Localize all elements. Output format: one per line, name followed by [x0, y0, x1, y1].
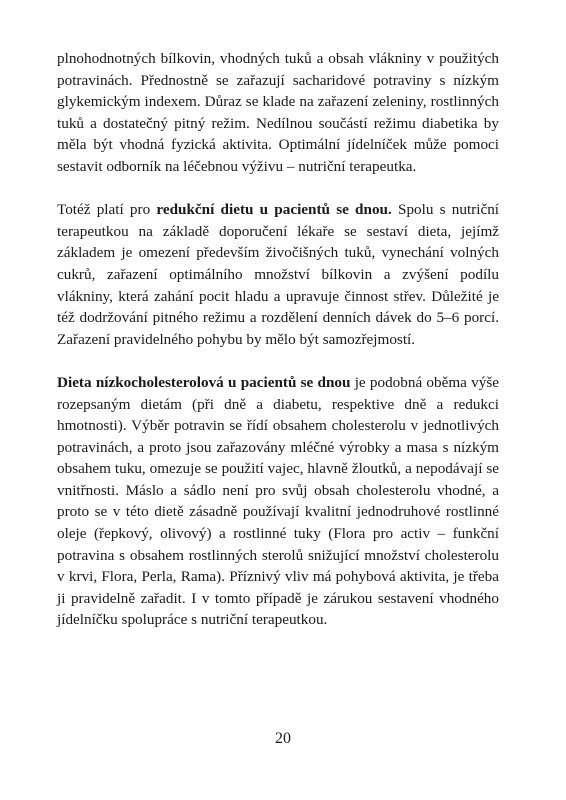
paragraph-diabetes-diet — [57, 48, 499, 178]
paragraph-low-cholesterol-diet — [57, 372, 499, 631]
paragraph-emphasis: redukční dietu u pacientů se dnou. — [156, 201, 392, 219]
body-text — [57, 48, 499, 631]
page-number: 20 — [275, 730, 291, 747]
paragraph-reduction-diet — [57, 199, 499, 350]
paragraph-text: Spolu s nutriční terapeutkou na základě doporučení lékaře se sestaví dieta, jejímž základem je omezení především živočišných tuků, vynechání volných cukrů, zařazení optimálního množství bílkovin a zvýšení podílu vlákniny, která zahání pocit hladu a upravuje činnost střev. Důležité je též dodržování pitného režimu a rozdělení denních dávek do 5–6 porcí. Zařazení pravidelného pohybu by mělo být samozřejmostí. — [57, 201, 500, 348]
paragraph-text: je podobná oběma výše rozepsaným dietám (při dně a diabetu, respektive dně a redukci hmotnosti). Výběr potravin se řídí obsahem cholesterolu v jednotlivých potravinách, a proto jsou zařazovány mléčné výrobky a masa s nízkým obsahem tuku, omezuje se použití vajec, hlavně žloutků, a nepodávají se vnitřnosti. Máslo a sádlo není pro svůj obsah cholesterolu vhodné, a proto se v této dietě zásadně používají kvalitní jednodruhové rostlinné oleje (řepkový, olivový) a rostlinné tuky (Flora pro activ – funkční potravina s obsahem rostlinných sterolů snižující množství cholesterolu v krvi, Flora, Perla, Rama). Příznivý vliv má pohybová aktivita, je třeba ji pravidelně zařadit. I v tomto případě je zárukou sestavení vhodného jídelníčku spolupráce s nutriční terapeutkou. — [57, 373, 499, 629]
paragraph-emphasis: Dieta nízkocholesterolová u pacientů se dnou — [57, 373, 351, 391]
paragraph-text: Totéž platí pro — [57, 201, 157, 219]
paragraph-text: plnohodnotných bílkovin, vhodných tuků a obsah vlákniny v použitých potravinách. Přednostně se zařazují sacharidové potraviny s nízkým glykemickým indexem. Důraz se klade na zařazení zeleniny, rostlinných tuků a dostatečný pitný režim. Nedílnou součástí režimu diabetika by měla být vhodná fyzická aktivita. Optimální jídelníček může pomoci sestavit odborník na léčebnou výživu – nutriční terapeutka. — [57, 50, 499, 175]
